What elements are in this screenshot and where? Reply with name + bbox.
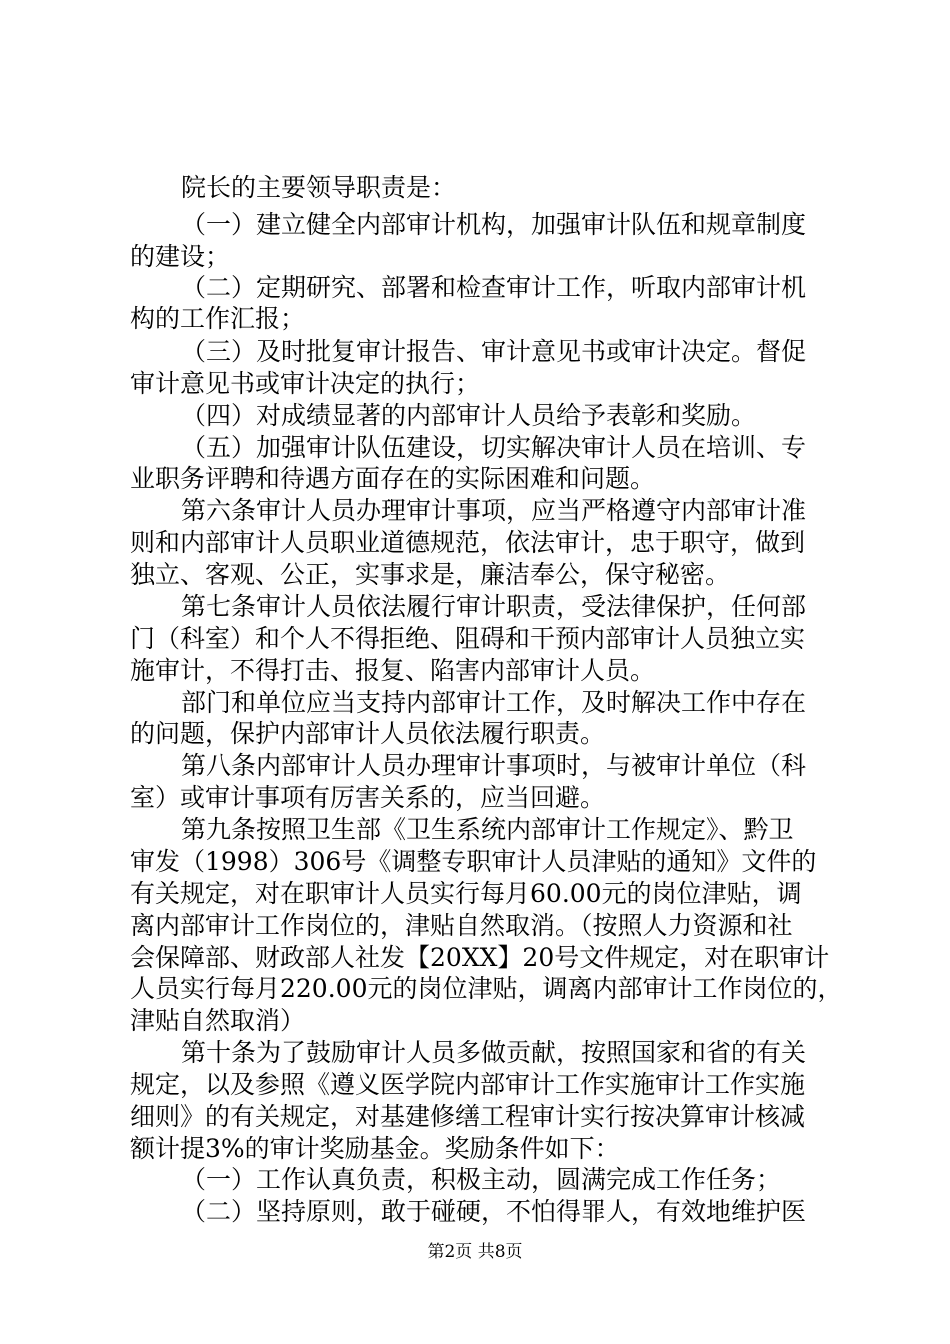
text-line: 人员实行每月220.00元的岗位津贴，调离内部审计工作岗位的， xyxy=(130,974,843,1003)
text-line: 审发（1998）306号《调整专职审计人员津贴的通知》文件的 xyxy=(130,847,817,876)
text-line: 离内部审计工作岗位的，津贴自然取消。（按照人力资源和社 xyxy=(130,911,793,940)
text-line: 门（科室）和个人不得拒绝、阻碍和干预内部审计人员独立实 xyxy=(130,624,806,653)
text-line: 津贴自然取消） xyxy=(130,1006,306,1035)
text-line: （一）工作认真负责，积极主动，圆满完成工作任务； xyxy=(181,1165,782,1194)
text-line: 额计提3%的审计奖励基金。奖励条件如下： xyxy=(130,1134,620,1163)
text-line: 细则》的有关规定，对基建修缮工程审计实行按决算审计核减 xyxy=(130,1102,806,1131)
text-line: 院长的主要领导职责是： xyxy=(181,173,457,202)
text-line: 审计意见书或审计决定的执行； xyxy=(130,369,481,398)
text-line: 构的工作汇报； xyxy=(130,304,306,333)
text-line: （四）对成绩显著的内部审计人员给予表彰和奖励。 xyxy=(181,401,757,430)
text-line: 第七条审计人员依法履行审计职责，受法律保护，任何部 xyxy=(181,592,807,621)
text-line: 施审计，不得打击、报复、陷害内部审计人员。 xyxy=(130,656,656,685)
text-line: 则和内部审计人员职业道德规范，依法审计，忠于职守，做到 xyxy=(130,528,806,557)
text-line: （二）定期研究、部署和检查审计工作，听取内部审计机 xyxy=(181,273,807,302)
text-line: 室）或审计事项有厉害关系的，应当回避。 xyxy=(130,783,606,812)
text-line: 第九条按照卫生部《卫生系统内部审计工作规定》、黔卫 xyxy=(181,815,794,844)
text-line: 的问题，保护内部审计人员依法履行职责。 xyxy=(130,719,606,748)
text-line: 第十条为了鼓励审计人员多做贡献，按照国家和省的有关 xyxy=(181,1038,807,1067)
text-line: 独立、客观、公正，实事求是，廉洁奉公，保守秘密。 xyxy=(130,560,731,589)
text-line: （二）坚持原则，敢于碰硬，不怕得罪人，有效地维护医 xyxy=(181,1197,807,1226)
text-line: （三）及时批复审计报告、审计意见书或审计决定。督促 xyxy=(181,337,807,366)
text-line: 第八条内部审计人员办理审计事项时，与被审计单位（科 xyxy=(181,751,807,780)
text-line: 的建设； xyxy=(130,242,231,271)
text-line: （一）建立健全内部审计机构，加强审计队伍和规章制度 xyxy=(181,210,807,239)
text-line: 部门和单位应当支持内部审计工作，及时解决工作中存在 xyxy=(181,688,807,717)
text-line: 规定，以及参照《遵义医学院内部审计工作实施审计工作实施 xyxy=(130,1070,806,1099)
text-line: 第六条审计人员办理审计事项，应当严格遵守内部审计准 xyxy=(181,496,807,525)
text-line: （五）加强审计队伍建设，切实解决审计人员在培训、专 xyxy=(181,433,807,462)
text-line: 有关规定，对在职审计人员实行每月60.00元的岗位津贴，调 xyxy=(130,879,802,908)
page-number-footer: 第2页 共8页 xyxy=(427,1242,523,1262)
text-line: 业职务评聘和待遇方面存在的实际困难和问题。 xyxy=(130,464,656,493)
text-line: 会保障部、财政部人社发【20XX】20号文件规定，对在职审计 xyxy=(130,943,830,972)
